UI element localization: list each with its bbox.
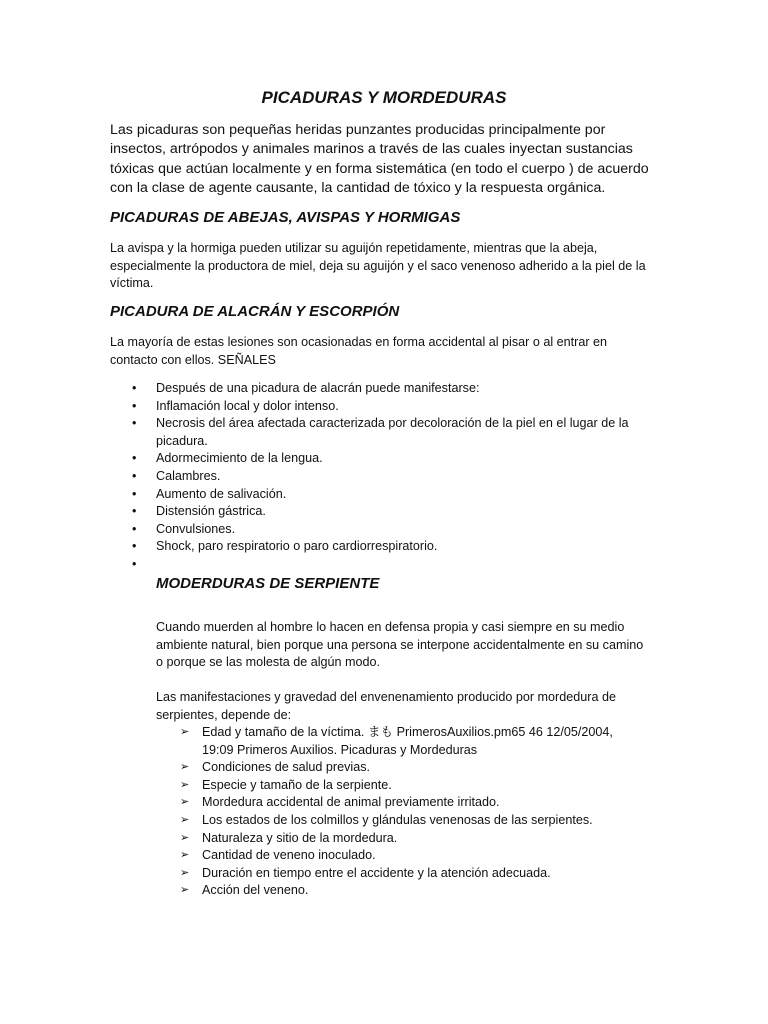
list-item: • Adormecimiento de la lengua. — [110, 450, 655, 468]
list-item: ➢ Los estados de los colmillos y glándulas venenosas de las serpientes. — [156, 812, 646, 830]
bullet-icon: • — [132, 381, 137, 395]
list-item: ➢ Cantidad de veneno inoculado. — [156, 847, 646, 865]
arrow-bullet-icon: ➢ — [180, 726, 190, 738]
bullet-icon: • — [132, 451, 137, 466]
list-item: • Aumento de salivación. — [110, 486, 655, 504]
list-item: ➢ Mordedura accidental de animal previamente irritado. — [156, 794, 646, 812]
bullet-icon: • — [132, 521, 137, 536]
list-item: ➢ Condiciones de salud previas. — [156, 759, 646, 777]
bullet-icon: • — [132, 486, 137, 501]
bullet-icon: • — [132, 504, 137, 519]
serpiente-paragraph-2: Las manifestaciones y gravedad del envenenamiento producido por mordedura de serpientes, depende de: — [156, 690, 616, 722]
arrow-bullet-icon: ➢ — [180, 849, 190, 862]
list-item-empty — [110, 556, 655, 574]
bullet-icon: • — [132, 468, 137, 483]
bullet-icon: • — [132, 416, 137, 431]
list-item: • Calambres. — [110, 468, 655, 486]
arrow-bullet-icon: ➢ — [180, 813, 190, 826]
bullet-icon: • — [132, 556, 137, 571]
list-item: ➢ Duración en tiempo entre el accidente y la atención adecuada. — [156, 865, 646, 883]
bullet-icon: • — [132, 539, 137, 554]
list-item: • Convulsiones. — [110, 521, 655, 539]
alacran-paragraph: La mayoría de estas lesiones son ocasionadas en forma accidental al pisar o al entrar en contacto con ellos. SEÑALES — [110, 335, 608, 367]
arrow-bullet-icon: ➢ — [180, 831, 190, 844]
symptom-list — [110, 380, 655, 574]
section-heading-serpiente: MODERDURAS DE SERPIENTE — [156, 575, 380, 592]
abejas-paragraph: La avispa y la hormiga pueden utilizar su aguijón repetidamente, mientras que la abeja, especialmente la productora de miel, deja su aguijón y el saco venenoso adherido a la piel de la víctima. — [110, 241, 646, 291]
arrow-bullet-icon: ➢ — [180, 884, 190, 897]
section-heading-alacran: PICADURA DE ALACRÁN Y ESCORPIÓN — [110, 303, 400, 320]
bullet-icon: • — [132, 398, 137, 413]
serpiente-paragraph-1: Cuando muerden al hombre lo hacen en defensa propia y casi siempre en su medio ambiente natural, bien porque una persona se interpone accidentalmente en su camino o porque se las molesta de algún modo. — [156, 620, 644, 670]
intro-paragraph: Las picaduras son pequeñas heridas punzantes producidas principalmente por insectos, artrópodos y animales marinos a través de las cuales inyectan sustancias tóxicas que actúan localmente y en forma sistemática (en todo el cuerpo ) de acuerdo con la clase de agente causante, la cantidad de tóxico y la respuesta orgánica. — [110, 122, 649, 197]
list-item: ➢ Edad y tamaño de la víctima. まも PrimerosAuxilios.pm65 46 12/05/2004, 19:09 Primeros Auxilios. Picaduras y Mordeduras — [180, 725, 613, 757]
arrow-bullet-icon: ➢ — [180, 796, 190, 809]
list-item: • Shock, paro respiratorio o paro cardiorrespiratorio. — [110, 538, 655, 556]
list-item: ➢ Naturaleza y sitio de la mordedura. — [156, 830, 646, 848]
factor-list — [156, 724, 646, 900]
list-item: • Inflamación local y dolor intenso. — [110, 398, 655, 416]
document-title: PICADURAS Y MORDEDURAS — [261, 88, 507, 107]
list-item: • Después de una picadura de alacrán puede manifestarse: — [110, 380, 655, 398]
list-item: ➢ Acción del veneno. — [156, 882, 646, 900]
arrow-bullet-icon: ➢ — [180, 866, 190, 879]
arrow-bullet-icon: ➢ — [180, 778, 190, 791]
list-item: • Distensión gástrica. — [110, 503, 655, 521]
arrow-bullet-icon: ➢ — [180, 761, 190, 774]
list-item: • Necrosis del área afectada caracterizada por decoloración de la piel en el lugar de la picadura. — [132, 416, 629, 448]
section-heading-abejas: PICADURAS DE ABEJAS, AVISPAS Y HORMIGAS — [110, 209, 461, 226]
list-item: ➢ Especie y tamaño de la serpiente. — [156, 777, 646, 795]
